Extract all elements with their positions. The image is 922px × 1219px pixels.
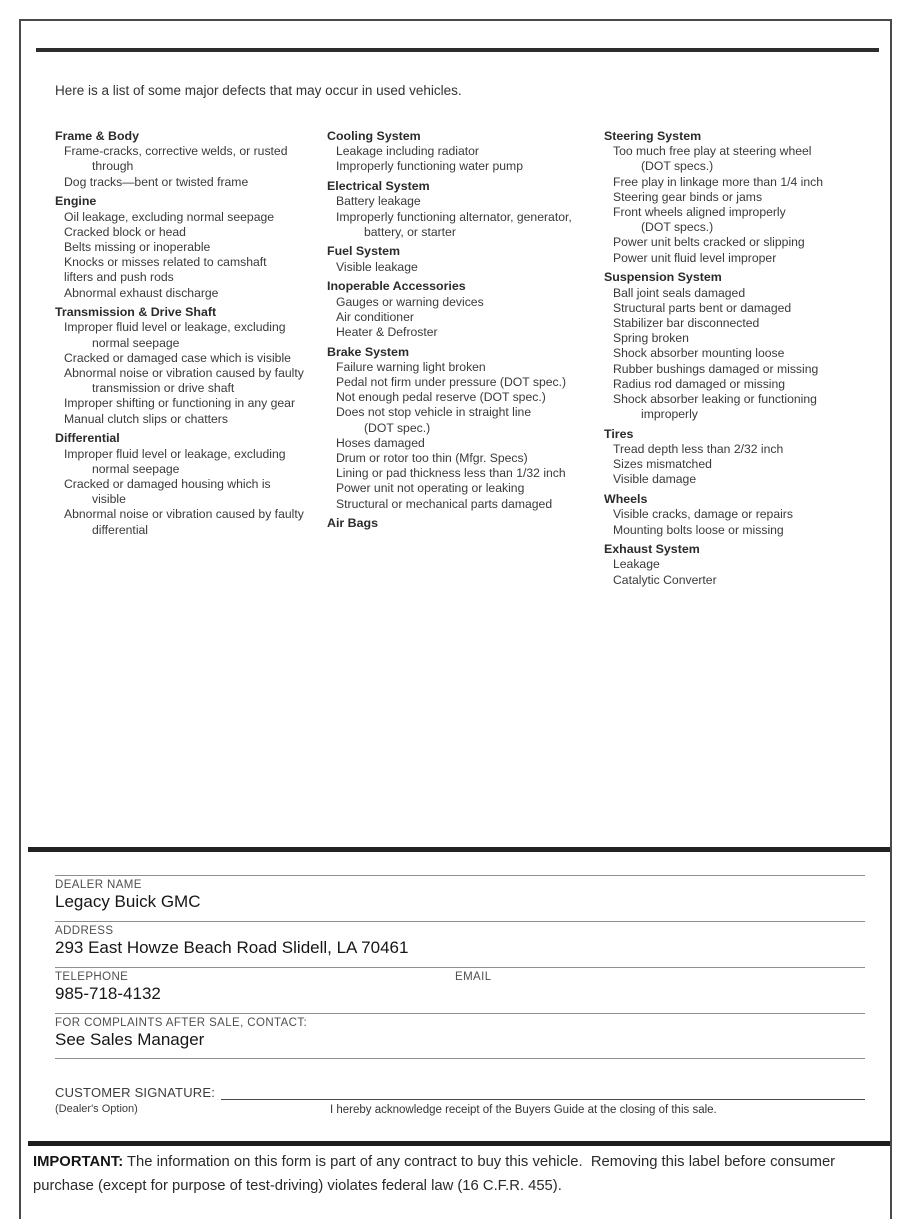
defect-item: (DOT specs.) [641,159,714,174]
telephone-label: TELEPHONE [55,971,129,983]
defect-item: Not enough pedal reserve (DOT spec.) [336,390,546,405]
defect-item: lifters and push rods [64,270,174,285]
defect-item: Too much free play at steering wheel [613,144,812,159]
dealers-option-note: (Dealer's Option) [55,1103,138,1115]
defect-item: Visible leakage [336,259,418,274]
telephone-value: 985-718-4132 [55,984,161,1003]
defect-section-heading: Differential [55,431,120,446]
footer-divider [28,1141,890,1146]
defect-item: Air conditioner [336,309,414,324]
defect-item: Knocks or misses related to camshaft [64,255,267,270]
defect-section-heading: Brake System [327,344,409,359]
defect-item: improperly [641,407,698,422]
address-value: 293 East Howze Beach Road Slidell, LA 70461 [55,938,409,957]
defect-item: Heater & Defroster [336,324,438,339]
defect-section-heading: Wheels [604,492,648,507]
defect-item: Failure warning light broken [336,359,486,374]
dealer-section-divider [28,847,890,852]
telephone-column [55,971,455,1013]
address-label: ADDRESS [55,925,114,937]
defect-item: through [92,159,134,174]
defect-item: Free play in linkage more than 1/4 inch [613,174,824,189]
defect-section-heading: Inoperable Accessories [327,279,466,294]
dealer-name-field [55,875,865,921]
defect-item: Radius rod damaged or missing [613,376,786,391]
dealer-name-value: Legacy Buick GMC [55,892,201,911]
complaints-label: FOR COMPLAINTS AFTER SALE, CONTACT: [55,1017,308,1029]
defect-section-heading: Engine [55,194,97,209]
defect-item: Front wheels aligned improperly [613,205,786,220]
defect-section-heading: Transmission & Drive Shaft [55,305,217,320]
complaints-value: See Sales Manager [55,1030,205,1049]
defect-item: Improperly functioning water pump [336,159,523,174]
defect-section-heading: Electrical System [327,179,430,194]
defect-item: Shock absorber mounting loose [613,346,785,361]
defect-item: Abnormal noise or vibration caused by faulty [64,507,304,522]
top-divider [36,48,879,52]
defect-item: Visible damage [613,472,697,487]
defect-section-heading: Exhaust System [604,542,700,557]
address-field [55,921,865,967]
defects-column-2 [327,129,604,588]
intro-text: Here is a list of some major defects that may occur in used vehicles. [55,83,462,98]
important-label: IMPORTANT: [33,1154,124,1170]
defect-item: Lining or pad thickness less than 1/32 inch [336,466,566,481]
defect-item: Oil leakage, excluding normal seepage [64,209,275,224]
defect-item: Gauges or warning devices [336,294,484,309]
customer-signature-label: CUSTOMER SIGNATURE: [55,1085,216,1100]
email-column [455,971,865,1013]
dealer-name-label: DEALER NAME [55,879,142,891]
defect-item: visible [92,492,126,507]
defect-item: Steering gear binds or jams [613,189,763,204]
defect-item: Improper shifting or functioning in any gear [64,396,296,411]
defect-item: (DOT specs.) [641,220,714,235]
defect-item: Power unit belts cracked or slipping [613,235,805,250]
defect-item: Hoses damaged [336,435,425,450]
defect-item: Pedal not firm under pressure (DOT spec.) [336,375,567,390]
defect-item: (DOT spec.) [364,420,431,435]
defect-item: Manual clutch slips or chatters [64,411,228,426]
defects-list [55,129,881,588]
defect-item: Drum or rotor too thin (Mfgr. Specs) [336,451,528,466]
defect-section-heading: Fuel System [327,244,400,259]
defect-item: Dog tracks—bent or twisted frame [64,174,249,189]
defect-item: Ball joint seals damaged [613,285,746,300]
defect-item: Leakage including radiator [336,144,479,159]
defect-item: Improper fluid level or leakage, excluding [64,446,286,461]
defect-item: transmission or drive shaft [92,381,235,396]
defect-item: Power unit not operating or leaking [336,481,525,496]
defect-item: Catalytic Converter [613,572,717,587]
defect-section-heading: Suspension System [604,270,722,285]
defect-item: normal seepage [92,335,180,350]
defect-item: Structural or mechanical parts damaged [336,496,553,511]
defect-item: Power unit fluid level improper [613,250,777,265]
defect-item: battery, or starter [364,224,456,239]
defect-item: Abnormal exhaust discharge [64,285,219,300]
defect-item: Abnormal noise or vibration caused by faulty [64,366,304,381]
signature-line[interactable] [221,1085,865,1100]
defect-item: Cracked or damaged case which is visible [64,350,291,365]
customer-signature-row [55,1085,865,1100]
complaints-field [55,1013,865,1059]
defect-item: Shock absorber leaking or functioning [613,391,817,406]
defects-column-1 [55,129,327,588]
defect-item: Belts missing or inoperable [64,239,211,254]
defect-item: Improperly functioning alternator, generator, [336,209,572,224]
defect-item: Improper fluid level or leakage, excluding [64,320,286,335]
defect-item: Sizes mismatched [613,457,712,472]
dealer-info-form [55,875,865,1059]
important-notice [33,1151,883,1198]
defect-item: Rubber bushings damaged or missing [613,361,819,376]
defect-item: Tread depth less than 2/32 inch [613,442,784,457]
email-label: EMAIL [455,971,492,983]
defect-item: Does not stop vehicle in straight line [336,405,532,420]
defect-item: Battery leakage [336,194,421,209]
defect-section-heading: Tires [604,426,634,441]
defect-item: Visible cracks, damage or repairs [613,507,793,522]
defect-item: differential [92,522,149,537]
defect-item: Frame-cracks, corrective welds, or rusted [64,144,288,159]
defect-item: Cracked or damaged housing which is [64,476,271,491]
defect-item: Structural parts bent or damaged [613,300,792,315]
defect-item: Stabilizer bar disconnected [613,315,760,330]
defect-section-heading: Frame & Body [55,129,139,143]
defects-column-3 [604,129,881,588]
acknowledgment-note: I hereby acknowledge receipt of the Buyers Guide at the closing of this sale. [330,1104,717,1116]
defect-item: normal seepage [92,461,180,476]
defect-item: Leakage [613,557,660,572]
defect-item: Mounting bolts loose or missing [613,522,784,537]
defect-item: Spring broken [613,331,689,346]
defect-section-heading: Steering System [604,129,702,143]
telephone-email-field [55,967,865,1013]
defect-item: Cracked block or head [64,224,186,239]
important-text: The information on this form is part of any contract to buy this vehicle. Removing this label before consumer purchase (except for purpose of test-driving) violates federal law (16 C.F.R. 455). [33,1154,840,1194]
defect-section-heading: Cooling System [327,129,421,143]
defect-section-heading: Air Bags [327,516,378,531]
